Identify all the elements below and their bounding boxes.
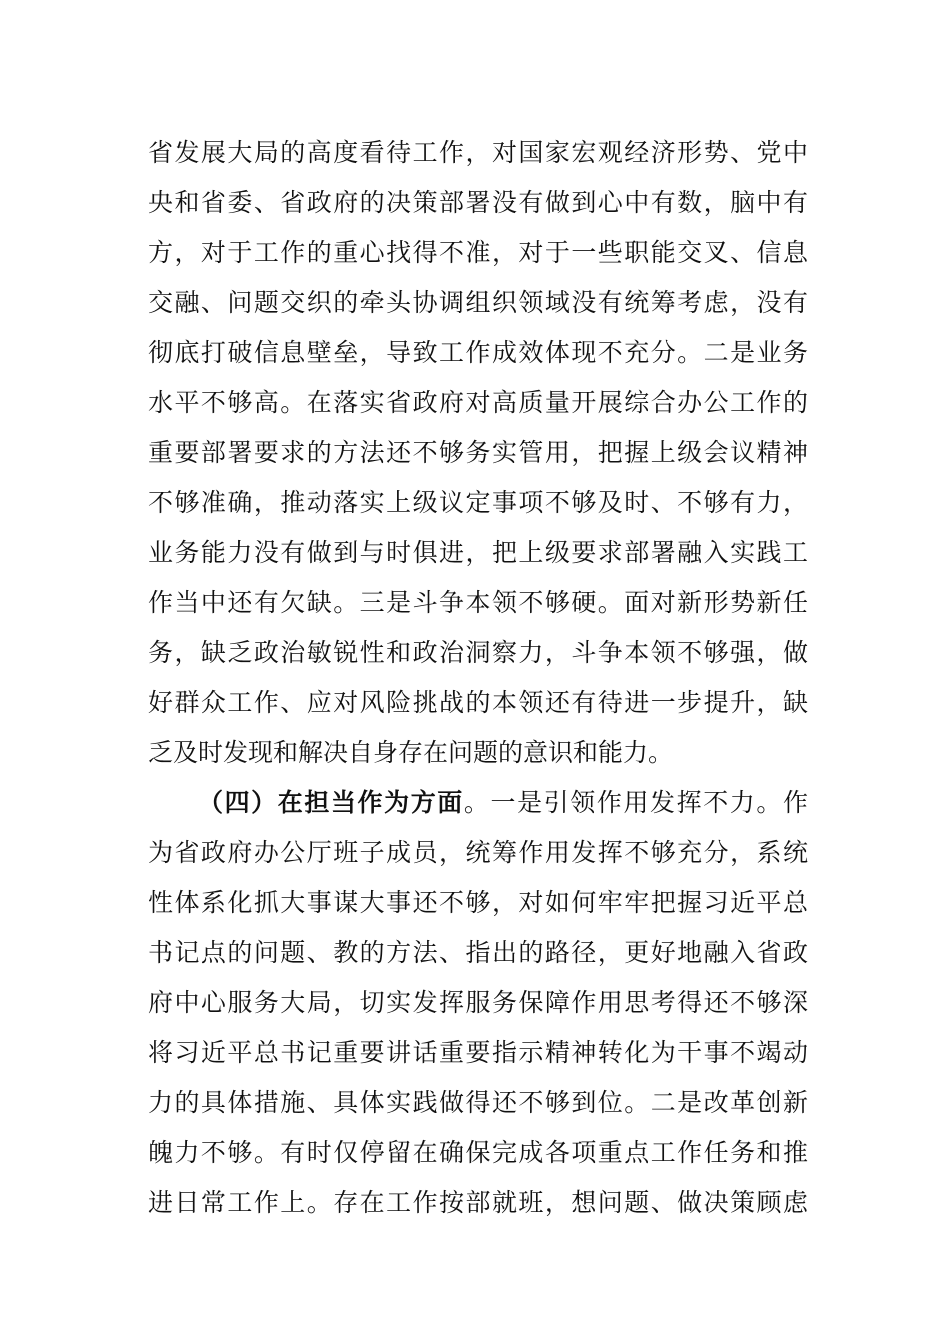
paragraph-line: 彻底打破信息壁垒，导致工作成效体现不充分。二是业务 <box>148 338 808 367</box>
paragraph-line: 方，对于工作的重心找得不准，对于一些职能交叉、信息 <box>148 238 808 267</box>
paragraph-line: 省发展大局的高度看待工作，对国家宏观经济形势、党中 <box>148 138 808 167</box>
paragraph-line: 好群众工作、应对风险挑战的本领还有待进一步提升，缺 <box>148 688 808 717</box>
paragraph-line: 不够准确，推动落实上级议定事项不够及时、不够有力， <box>148 488 808 517</box>
paragraph-line: 书记点的问题、教的方法、指出的路径，更好地融入省政 <box>148 938 808 967</box>
paragraph-line: 乏及时发现和解决自身存在问题的意识和能力。 <box>148 738 674 767</box>
paragraph-line: 进日常工作上。存在工作按部就班，想问题、做决策顾虑 <box>148 1188 808 1217</box>
paragraph-line: 业务能力没有做到与时俱进，把上级要求部署融入实践工 <box>148 538 808 567</box>
section-heading-line <box>148 778 808 828</box>
paragraph-line: 务，缺乏政治敏锐性和政治洞察力，斗争本领不够强，做 <box>148 638 808 667</box>
paragraph-line: 力的具体措施、具体实践做得还不够到位。二是改革创新 <box>148 1088 808 1117</box>
paragraph-line: 魄力不够。有时仅停留在确保完成各项重点工作任务和推 <box>148 1138 808 1167</box>
paragraph-line: 重要部署要求的方法还不够务实管用，把握上级会议精神 <box>148 438 808 467</box>
paragraph-line: 水平不够高。在落实省政府对高质量开展综合办公工作的 <box>148 388 808 417</box>
paragraph-line: 将习近平总书记重要讲话重要指示精神转化为干事不竭动 <box>148 1038 808 1067</box>
body-text <box>148 128 808 1228</box>
paragraph-line: 为省政府办公厅班子成员，统筹作用发挥不够充分，系统 <box>148 838 808 867</box>
paragraph-line: 作当中还有欠缺。三是斗争本领不够硬。面对新形势新任 <box>148 588 808 617</box>
paragraph-line: 交融、问题交织的牵头协调组织领域没有统筹考虑，没有 <box>148 288 808 317</box>
heading-line-text: 。一是引领作用发挥不力。作 <box>463 788 808 817</box>
paragraph-line: 府中心服务大局，切实发挥服务保障作用思考得还不够深 <box>148 988 808 1017</box>
paragraph-line: 性体系化抓大事谋大事还不够，对如何牢牢把握习近平总 <box>148 888 808 917</box>
paragraph-line: 央和省委、省政府的决策部署没有做到心中有数，脑中有 <box>148 188 808 217</box>
section-heading: （四）在担当作为方面 <box>198 788 464 817</box>
